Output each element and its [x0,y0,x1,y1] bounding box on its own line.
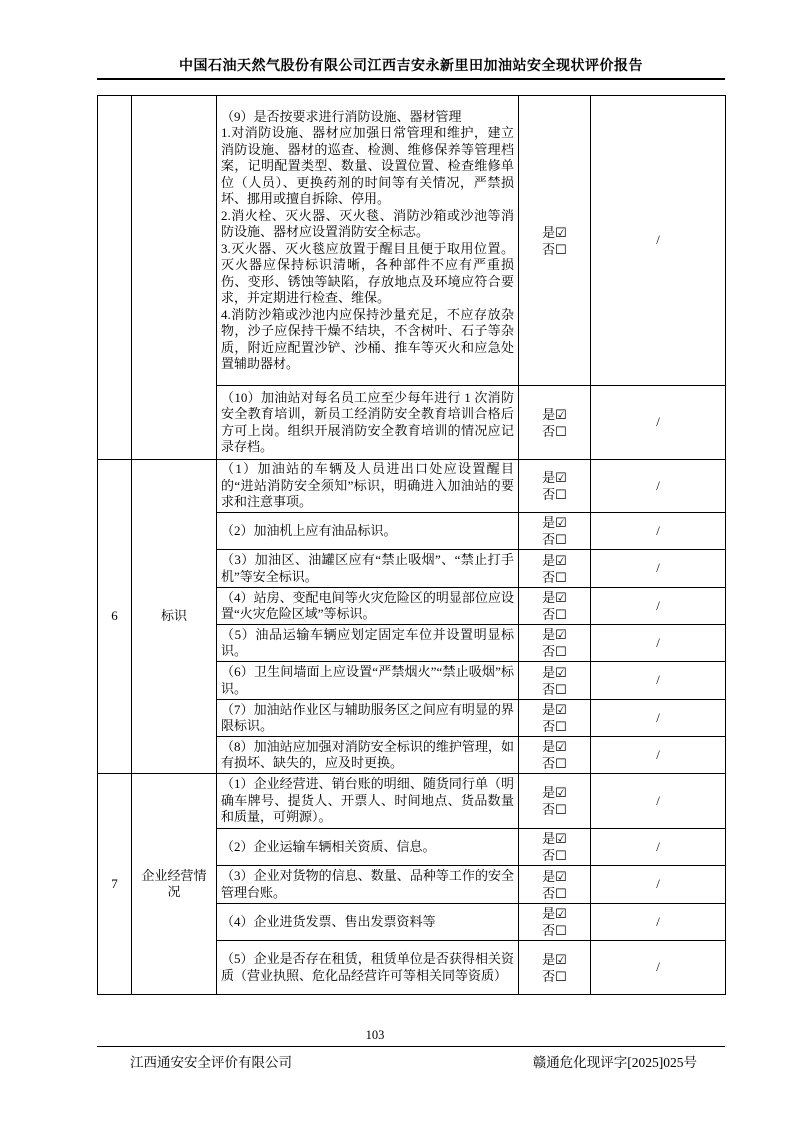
no-label: 否 [542,569,556,585]
section-category: 标识 [132,460,217,774]
unchecked-checkbox-icon: ☐ [555,241,567,257]
requirement-cell: （6）卫生间墙面上应设置“严禁烟火”“禁止吸烟”标识。 [217,662,519,700]
yes-label: 是 [542,831,556,846]
answer-cell [519,866,591,904]
yes-label: 是 [542,664,556,680]
unchecked-checkbox-icon: ☐ [555,756,567,771]
remark-cell: / [591,866,726,904]
checked-checkbox-icon: ☑ [555,590,567,605]
answer-cell [519,737,591,774]
unchecked-checkbox-icon: ☐ [555,848,567,863]
remark-cell: / [591,941,726,995]
answer-cell [519,460,591,513]
remark-cell: / [591,700,726,737]
footer [97,1051,725,1071]
checked-checkbox-icon: ☑ [555,785,567,800]
yes-label: 是 [542,906,556,921]
requirement-cell [217,96,519,386]
yes-label: 是 [542,868,556,884]
checked-checkbox-icon: ☑ [555,664,567,680]
answer-cell [519,829,591,866]
requirement-cell: （1）企业经营进、销台账的明细、随货同行单（明确车牌号、提货人、开票人、时间地点、货品数量和质量，可朔源）。 [217,774,519,829]
yes-label: 是 [542,951,556,967]
requirement-cell: （5）企业是否存在租赁，租赁单位是否获得相关资质（营业执照、危化品经营许可等相关同等资质） [217,941,519,995]
checked-checkbox-icon: ☑ [555,470,567,485]
requirement-line: 3.灭火器、灭火毯应放置于醒目且便于取用位置。灭火器应保持标识清晰，各种部件不应有严重损伤、变形、锈蚀等缺陷，存放地点及环境应符合要求，并定期进行检查、维保。 [221,240,514,305]
answer-cell [519,662,591,700]
checked-checkbox-icon: ☑ [555,868,567,884]
answer-cell [519,700,591,737]
yes-label: 是 [542,515,556,530]
requirement-line: （9）是否按要求进行消防设施、器材管理 [221,108,462,124]
yes-label: 是 [542,590,556,605]
unchecked-checkbox-icon: ☐ [555,802,567,817]
unchecked-checkbox-icon: ☐ [555,423,567,439]
requirement-line: 1.对消防设施、器材应加强日常管理和维护，建立消防设施、器材的巡查、检测、维修保养等管理档案，记明配置类型、数量、设置位置、检查维修单位（人员）、更换药剂的时间等有关情况，严禁损坏、挪用或擅自拆除、停用。 [221,125,514,206]
section-category [132,96,217,460]
answer-cell [519,625,591,662]
no-label: 否 [542,487,556,502]
unchecked-checkbox-icon: ☐ [555,681,567,697]
answer-cell [519,513,591,550]
table-row [98,96,726,386]
unchecked-checkbox-icon: ☐ [555,487,567,502]
unchecked-checkbox-icon: ☐ [555,719,567,734]
answer-cell [519,941,591,995]
requirement-cell: （3）加油区、油罐区应有“禁止吸烟”、“禁止打手机”等安全标识。 [217,550,519,588]
remark-cell: / [591,386,726,460]
remark-cell: / [591,96,726,386]
requirement-cell: （8）加油站应加强对消防安全标识的维护管理，如有损坏、缺失的，应及时更换。 [217,737,519,774]
no-label: 否 [542,241,556,257]
checked-checkbox-icon: ☑ [555,906,567,921]
no-label: 否 [542,681,556,697]
checked-checkbox-icon: ☑ [555,515,567,530]
no-label: 否 [542,644,556,659]
checked-checkbox-icon: ☑ [555,831,567,846]
remark-cell: / [591,904,726,941]
requirement-cell: （4）站房、变配电间等火灾危险区的明显部位应设置“火灾危险区域”等标识。 [217,588,519,625]
yes-label: 是 [542,470,556,485]
answer-cell [519,774,591,829]
yes-label: 是 [542,224,556,240]
requirement-cell: （4）企业进货发票、售出发票资料等 [217,904,519,941]
remark-cell: / [591,460,726,513]
checked-checkbox-icon: ☑ [555,406,567,422]
no-label: 否 [542,848,556,863]
checked-checkbox-icon: ☑ [555,552,567,568]
requirement-cell: （1）加油站的车辆及人员进出口处应设置醒目的“进站消防安全须知”标识，明确进入加油站的要求和注意事项。 [217,460,519,513]
no-label: 否 [542,802,556,817]
no-label: 否 [542,423,556,439]
remark-cell: / [591,737,726,774]
section-number [98,96,132,460]
checked-checkbox-icon: ☑ [555,951,567,967]
unchecked-checkbox-icon: ☐ [555,569,567,585]
yes-label: 是 [542,406,556,422]
answer-cell [519,550,591,588]
remark-cell: / [591,662,726,700]
yes-label: 是 [542,552,556,568]
requirement-cell: （2）加油机上应有油品标识。 [217,513,519,550]
answer-cell [519,588,591,625]
remark-cell: / [591,588,726,625]
requirement-line: 4.消防沙箱或沙池内应保持沙量充足，不应存放杂物，沙子应保持干燥不结块，不含树叶、石子等杂质，附近应配置沙铲、沙桶、推车等灭火和应急处置辅助器材。 [221,306,514,371]
no-label: 否 [542,607,556,622]
answer-cell [519,386,591,460]
unchecked-checkbox-icon: ☐ [555,532,567,547]
no-label: 否 [542,923,556,938]
requirement-line: 2.消火栓、灭火器、灭火毯、消防沙箱或沙池等消防设施、器材应设置消防安全标志。 [221,207,514,239]
no-label: 否 [542,885,556,901]
remark-cell: / [591,829,726,866]
yes-label: 是 [542,702,556,717]
checked-checkbox-icon: ☑ [555,702,567,717]
requirement-cell: （2）企业运输车辆相关资质、信息。 [217,829,519,866]
unchecked-checkbox-icon: ☐ [555,607,567,622]
remark-cell: / [591,513,726,550]
answer-cell [519,904,591,941]
unchecked-checkbox-icon: ☐ [555,923,567,938]
yes-label: 是 [542,739,556,754]
table-row [98,774,726,829]
unchecked-checkbox-icon: ☐ [555,885,567,901]
no-label: 否 [542,532,556,547]
remark-cell: / [591,774,726,829]
answer-cell [519,96,591,386]
footer-doc-number: 赣通危化现评字[2025]025号 [532,1055,697,1070]
requirement-cell: （5）油品运输车辆应划定固定车位并设置明显标识。 [217,625,519,662]
unchecked-checkbox-icon: ☐ [555,968,567,984]
footer-company: 江西通安安全评价有限公司 [130,1055,292,1070]
page-number: 103 [365,1028,385,1042]
section-number: 7 [98,774,132,995]
section-number: 6 [98,460,132,774]
checked-checkbox-icon: ☑ [555,627,567,642]
requirement-cell: （7）加油站作业区与辅助服务区之间应有明显的界限标识。 [217,700,519,737]
checklist-table [97,95,726,995]
no-label: 否 [542,756,556,771]
section-category: 企业经营情况 [132,774,217,995]
remark-cell: / [591,550,726,588]
unchecked-checkbox-icon: ☐ [555,644,567,659]
document-title: 中国石油天然气股份有限公司江西吉安永新里田加油站安全现状评价报告 [179,59,643,74]
no-label: 否 [542,719,556,734]
table-row [98,460,726,513]
header-rule [97,78,725,80]
footer-rule [97,1046,725,1047]
checked-checkbox-icon: ☑ [555,224,567,240]
checked-checkbox-icon: ☑ [555,739,567,754]
remark-cell: / [591,625,726,662]
yes-label: 是 [542,785,556,800]
requirement-cell: （10）加油站对每名员工应至少每年进行 1 次消防安全教育培训，新员工经消防安全教育培训合格后方可上岗。组织开展消防安全教育培训的情况应记录存档。 [217,386,519,460]
yes-label: 是 [542,627,556,642]
requirement-cell: （3）企业对货物的信息、数量、品种等工作的安全管理台账。 [217,866,519,904]
no-label: 否 [542,968,556,984]
